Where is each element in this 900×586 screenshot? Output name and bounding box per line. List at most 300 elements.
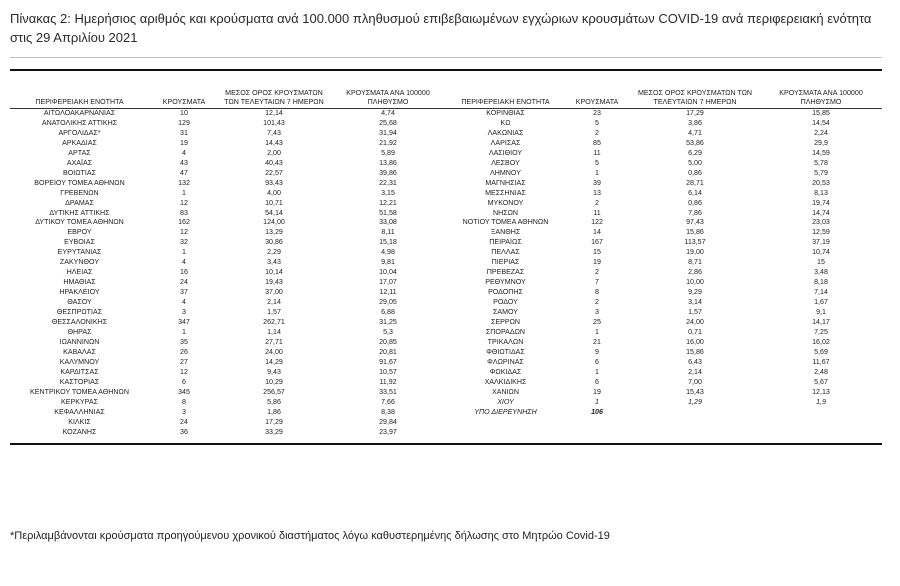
left-cases-cell: 162	[178, 218, 190, 227]
right-region-cell: ΧΑΝΙΩΝ	[492, 387, 519, 396]
left-region-cell: ΕΒΡΟΥ	[67, 228, 92, 237]
right-per100k-cell: 29,9	[814, 138, 828, 147]
right-region-cell: ΠΕΛΛΑΣ	[491, 248, 520, 257]
left-avg-cell: 54,14	[265, 208, 283, 217]
right-avg-cell: 10,00	[686, 278, 704, 287]
left-per100k-cell: 33,08	[379, 218, 397, 227]
right-region-cell: ΦΛΩΡΙΝΑΣ	[487, 357, 524, 366]
right-per100k-cell: 11,67	[812, 357, 830, 366]
left-per100k-cell: 8,38	[381, 407, 395, 416]
right-avg-cell: 5,00	[688, 158, 702, 167]
left-region-cell: ΖΑΚΥΝΘΟΥ	[59, 258, 100, 267]
left-cases-cell: 1	[182, 248, 186, 257]
left-avg-cell: 1,57	[267, 308, 281, 317]
left-avg-cell: 256,57	[263, 387, 285, 396]
left-avg-cell: 1,14	[267, 327, 281, 336]
right-cases-cell	[564, 428, 630, 438]
right-cases-cell: 7	[595, 278, 599, 287]
left-region-cell: ΚΑΡΔΙΤΣΑΣ	[60, 367, 99, 376]
left-per100k-cell: 39,86	[379, 168, 397, 177]
left-cases-cell: 37	[180, 288, 188, 297]
left-per100k-cell: 8,11	[381, 228, 395, 237]
right-per100k-cell: 2,24	[814, 128, 828, 137]
left-per100k-cell: 51,58	[379, 208, 397, 217]
left-avg-cell: 2,14	[267, 298, 281, 307]
right-per100k-cell: 12,13	[812, 387, 830, 396]
right-region-cell: ΤΡΙΚΑΛΩΝ	[487, 337, 524, 346]
right-per100k-cell: 8,18	[814, 278, 828, 287]
left-avg-cell: 262,71	[263, 318, 285, 327]
left-cases-cell: 132	[178, 178, 190, 187]
left-cases-cell: 12	[180, 198, 188, 207]
left-region-cell: ΚΕΡΚΥΡΑΣ	[61, 397, 98, 406]
right-avg-cell: 6,43	[688, 357, 702, 366]
left-cases-cell: 1	[182, 188, 186, 197]
right-per100k-cell: 5,67	[814, 377, 828, 386]
right-region-cell: ΦΘΙΩΤΙΔΑΣ	[486, 347, 525, 356]
left-avg-cell: 101,43	[263, 118, 285, 127]
cases-table-container	[10, 69, 882, 445]
right-per100k-cell: 7,14	[814, 288, 828, 297]
table-header-row	[10, 71, 882, 109]
left-per100k-cell: 23,97	[379, 427, 397, 436]
right-per100k-cell: 3,48	[814, 268, 828, 277]
left-cases-cell: 47	[180, 168, 188, 177]
left-per100k-cell: 12,21	[379, 198, 397, 207]
header-per100k-right: ΚΡΟΥΣΜΑΤΑ ΑΝΑ 100000 ΠΛΗΘΥΣΜΟ	[760, 71, 882, 109]
right-avg-cell	[630, 408, 760, 418]
right-cases-cell: 25	[593, 318, 601, 327]
left-avg-cell: 14,29	[265, 357, 283, 366]
left-region-cell: ΚΑΣΤΟΡΙΑΣ	[59, 377, 100, 386]
right-cases-cell: 19	[593, 387, 601, 396]
table-row	[10, 368, 882, 378]
right-region-cell: ΝΟΤΙΟΥ ΤΟΜΕΑ ΑΘΗΝΩΝ	[462, 218, 549, 227]
right-per100k-cell: 9,1	[816, 308, 826, 317]
left-per100k-cell: 4,74	[381, 109, 395, 117]
left-avg-cell: 24,00	[265, 347, 283, 356]
left-region-cell: ΓΡΕΒΕΝΩΝ	[60, 188, 99, 197]
right-avg-cell: 15,86	[686, 347, 704, 356]
right-avg-cell	[630, 428, 760, 438]
right-avg-cell: 28,71	[686, 178, 704, 187]
left-region-cell: ΘΑΣΟΥ	[67, 298, 92, 307]
right-per100k-cell: 20,53	[812, 178, 830, 187]
left-per100k-cell: 7,66	[381, 397, 395, 406]
right-region-cell: ΡΟΔΟΥ	[493, 298, 518, 307]
left-cases-cell: 16	[180, 268, 188, 277]
right-avg-cell: 3,14	[688, 298, 702, 307]
left-region-cell: ΒΟΡΕΙΟΥ ΤΟΜΕΑ ΑΘΗΝΩΝ	[34, 178, 125, 187]
right-cases-cell: 2	[595, 298, 599, 307]
left-region-cell: ΚΕΝΤΡΙΚΟΥ ΤΟΜΕΑ ΑΘΗΝΩΝ	[30, 387, 129, 396]
left-region-cell: ΘΕΣΣΑΛΟΝΙΚΗΣ	[51, 318, 108, 327]
left-avg-cell: 2,00	[267, 148, 281, 157]
left-per100k-cell: 5,89	[381, 148, 395, 157]
right-avg-cell: 16,00	[686, 337, 704, 346]
left-avg-cell: 7,43	[267, 128, 281, 137]
right-region-cell: ΚΟΡΙΝΘΙΑΣ	[486, 109, 525, 117]
right-region-cell: ΞΑΝΘΗΣ	[490, 228, 521, 237]
right-cases-cell: 6	[595, 377, 599, 386]
left-avg-cell: 40,43	[265, 158, 283, 167]
right-avg-cell: 1,29	[688, 397, 702, 406]
right-avg-cell: 53,86	[686, 138, 704, 147]
left-cases-cell: 35	[180, 337, 188, 346]
right-per100k-cell	[760, 428, 882, 438]
table-row	[10, 199, 882, 209]
right-per100k-cell: 23,03	[812, 218, 830, 227]
right-per100k-cell: 15	[817, 258, 825, 267]
right-region-cell: ΛΗΜΝΟΥ	[490, 168, 521, 177]
left-region-cell: ΙΩΑΝΝΙΝΩΝ	[59, 337, 100, 346]
left-region-cell: ΔΡΑΜΑΣ	[65, 198, 94, 207]
left-cases-cell: 27	[180, 357, 188, 366]
table-row	[10, 278, 882, 288]
left-region-cell: ΗΡΑΚΛΕΙΟΥ	[59, 288, 100, 297]
right-region-cell: ΛΑΚΩΝΙΑΣ	[487, 128, 524, 137]
table-row	[10, 348, 882, 358]
left-per100k-cell: 11,92	[379, 377, 397, 386]
left-region-cell: ΚΙΛΚΙΣ	[68, 417, 91, 426]
right-cases-cell: 5	[595, 118, 599, 127]
right-cases-cell: 85	[593, 138, 601, 147]
right-cases-cell: 1	[595, 327, 599, 336]
left-cases-cell: 10	[180, 109, 188, 117]
left-cases-cell: 6	[182, 377, 186, 386]
right-cases-cell: 1	[595, 367, 599, 376]
left-cases-cell: 26	[180, 347, 188, 356]
left-cases-cell: 12	[180, 367, 188, 376]
right-region-cell: ΣΠΟΡΑΔΩΝ	[485, 327, 526, 336]
left-per100k-cell: 29,05	[379, 298, 397, 307]
right-avg-cell: 24,00	[686, 318, 704, 327]
right-region-cell: ΛΑΣΙΘΙΟΥ	[488, 148, 523, 157]
left-per100k-cell: 31,94	[379, 128, 397, 137]
right-cases-cell: 6	[595, 357, 599, 366]
left-avg-cell: 12,14	[265, 109, 283, 117]
table-row	[10, 228, 882, 238]
left-region-cell: ΑΙΤΩΛΟΑΚΑΡΝΑΝΙΑΣ	[43, 109, 116, 117]
left-avg-cell: 1,86	[267, 407, 281, 416]
left-per100k-cell: 3,15	[381, 188, 395, 197]
right-per100k-cell: 2,48	[814, 367, 828, 376]
table-row	[10, 179, 882, 189]
right-avg-cell	[630, 418, 760, 428]
table-row	[10, 388, 882, 398]
left-per100k-cell: 10,04	[379, 268, 397, 277]
left-avg-cell: 5,86	[267, 397, 281, 406]
left-cases-cell: 347	[178, 318, 190, 327]
right-region-cell: ΚΩ	[500, 118, 511, 127]
left-cases-cell: 24	[180, 417, 188, 426]
left-per100k-cell: 17,07	[379, 278, 397, 287]
header-avg-left: ΜΕΣΟΣ ΟΡΟΣ ΚΡΟΥΣΜΑΤΩΝ ΤΩΝ ΤΕΛΕΥΤΑΙΩΝ 7 ΗΜΕΡΩΝ	[219, 71, 329, 109]
left-avg-cell: 2,29	[267, 248, 281, 257]
left-avg-cell: 13,29	[265, 228, 283, 237]
left-avg-cell: 4,00	[267, 188, 281, 197]
right-per100k-cell	[760, 418, 882, 428]
header-region-left: ΠΕΡΙΦΕΡΕΙΑΚΗ ΕΝΟΤΗΤΑ	[10, 71, 149, 109]
table-row	[10, 119, 882, 129]
left-per100k-cell: 22,31	[379, 178, 397, 187]
right-per100k-cell: 1,9	[816, 397, 826, 406]
table-row	[10, 169, 882, 179]
right-region-cell: ΣΕΡΡΩΝ	[490, 318, 520, 327]
table-row	[10, 408, 882, 418]
table-row	[10, 418, 882, 428]
right-cases-cell: 167	[591, 238, 603, 247]
header-cases-left: ΚΡΟΥΣΜΑΤΑ	[149, 71, 219, 109]
left-avg-cell: 17,29	[265, 417, 283, 426]
right-cases-cell	[564, 418, 630, 428]
right-avg-cell: 97,43	[686, 218, 704, 227]
left-cases-cell: 43	[180, 158, 188, 167]
right-per100k-cell: 1,67	[814, 298, 828, 307]
right-per100k-cell	[760, 408, 882, 418]
table-row	[10, 378, 882, 388]
right-cases-cell: 14	[593, 228, 601, 237]
right-per100k-cell: 16,02	[812, 337, 830, 346]
right-avg-cell: 6,29	[688, 148, 702, 157]
left-per100k-cell: 31,25	[379, 318, 397, 327]
right-cases-cell: 11	[593, 208, 601, 217]
cases-table	[10, 71, 882, 437]
right-per100k-cell: 14,17	[812, 318, 830, 327]
left-region-cell: ΚΕΦΑΛΛΗΝΙΑΣ	[54, 407, 105, 416]
left-avg-cell: 19,43	[265, 278, 283, 287]
right-avg-cell: 4,71	[688, 128, 702, 137]
left-cases-cell: 83	[180, 208, 188, 217]
table-row	[10, 258, 882, 268]
left-region-cell: ΑΡΓΟΛΙΔΑΣ*	[58, 128, 101, 137]
right-cases-cell: 1	[595, 397, 599, 406]
table-row	[10, 428, 882, 438]
table-row	[10, 328, 882, 338]
right-region-cell	[447, 428, 564, 438]
table-body	[10, 109, 882, 438]
left-region-cell: ΕΥΡΥΤΑΝΙΑΣ	[57, 248, 102, 257]
header-per100k-left: ΚΡΟΥΣΜΑΤΑ ΑΝΑ 100000 ΠΛΗΘΥΣΜΟ	[329, 71, 447, 109]
right-cases-cell: 15	[593, 248, 601, 257]
left-avg-cell: 10,71	[265, 198, 283, 207]
right-cases-cell: 106	[591, 407, 603, 416]
right-cases-cell: 9	[595, 347, 599, 356]
title-divider	[10, 57, 882, 58]
right-avg-cell: 15,43	[686, 387, 704, 396]
right-per100k-cell: 19,74	[812, 198, 830, 207]
right-cases-cell: 2	[595, 128, 599, 137]
right-cases-cell: 2	[595, 268, 599, 277]
right-per100k-cell: 5,79	[814, 168, 828, 177]
table-row	[10, 358, 882, 368]
table-row	[10, 209, 882, 219]
right-cases-cell: 39	[593, 178, 601, 187]
left-avg-cell: 124,00	[263, 218, 285, 227]
left-cases-cell: 36	[180, 427, 188, 436]
left-per100k-cell: 20,85	[379, 337, 397, 346]
right-per100k-cell: 7,25	[814, 327, 828, 336]
table-row	[10, 308, 882, 318]
left-avg-cell: 3,43	[267, 258, 281, 267]
table-row	[10, 238, 882, 248]
left-cases-cell: 1	[182, 327, 186, 336]
left-region-cell: ΕΥΒΟΙΑΣ	[64, 238, 95, 247]
left-region-cell: ΚΟΖΑΝΗΣ	[62, 427, 97, 436]
table-row	[10, 189, 882, 199]
right-cases-cell: 11	[593, 148, 601, 157]
left-cases-cell: 129	[178, 118, 190, 127]
right-cases-cell: 122	[591, 218, 603, 227]
right-per100k-cell: 5,69	[814, 347, 828, 356]
left-cases-cell: 4	[182, 258, 186, 267]
right-region-cell: ΡΕΘΥΜΝΟΥ	[485, 278, 526, 287]
right-cases-cell: 5	[595, 158, 599, 167]
right-avg-cell: 0,86	[688, 198, 702, 207]
right-cases-cell: 2	[595, 198, 599, 207]
left-cases-cell: 3	[182, 308, 186, 317]
left-per100k-cell: 12,11	[379, 288, 397, 297]
table-row	[10, 129, 882, 139]
table-bottom-border	[10, 443, 882, 445]
right-region-cell: ΠΙΕΡΙΑΣ	[491, 258, 520, 267]
right-avg-cell: 7,86	[688, 208, 702, 217]
left-per100k-cell: 5,3	[383, 327, 393, 336]
right-region-cell: ΛΑΡΙΣΑΣ	[490, 138, 521, 147]
left-per100k-cell: 33,51	[379, 387, 397, 396]
left-per100k-cell: 13,86	[379, 158, 397, 167]
left-per100k-cell: 25,68	[379, 118, 397, 127]
right-per100k-cell: 8,13	[814, 188, 828, 197]
table-row	[10, 288, 882, 298]
left-per100k-cell: 15,18	[379, 238, 397, 247]
left-per100k-cell: 10,57	[379, 367, 397, 376]
left-region-cell: ΒΟΙΩΤΙΑΣ	[63, 168, 96, 177]
right-avg-cell: 9,29	[688, 288, 702, 297]
right-region-cell: ΝΗΣΩΝ	[492, 208, 519, 217]
left-avg-cell: 93,43	[265, 178, 283, 187]
table-row	[10, 298, 882, 308]
right-region-cell: ΥΠΟ ΔΙΕΡΕΥΝΗΣΗ	[474, 407, 537, 416]
right-cases-cell: 19	[593, 258, 601, 267]
left-region-cell: ΚΑΛΥΜΝΟΥ	[59, 357, 100, 366]
left-region-cell: ΑΝΑΤΟΛΙΚΗΣ ΑΤΤΙΚΗΣ	[41, 118, 118, 127]
right-cases-cell: 23	[593, 109, 601, 117]
right-per100k-cell: 37,19	[812, 238, 830, 247]
right-avg-cell: 0,86	[688, 168, 702, 177]
right-per100k-cell: 10,74	[812, 248, 830, 257]
right-region-cell: ΛΕΣΒΟΥ	[491, 158, 520, 167]
header-cases-right: ΚΡΟΥΣΜΑΤΑ	[564, 71, 630, 109]
left-per100k-cell: 9,81	[381, 258, 395, 267]
left-cases-cell: 19	[180, 138, 188, 147]
right-region-cell: ΦΩΚΙΔΑΣ	[489, 367, 522, 376]
footnote: *Περιλαμβάνονται κρούσματα προηγούμενου χρονικού διαστήματος λόγω καθυστερημένης δήλωσης στο Μητρώο Covid-19	[10, 530, 610, 542]
right-avg-cell: 0,71	[688, 327, 702, 336]
right-region-cell: ΜΥΚΟΝΟΥ	[487, 198, 524, 207]
left-region-cell: ΗΜΑΘΙΑΣ	[63, 278, 96, 287]
left-cases-cell: 24	[180, 278, 188, 287]
right-region-cell: ΠΡΕΒΕΖΑΣ	[486, 268, 525, 277]
right-cases-cell: 21	[593, 337, 601, 346]
right-region-cell: ΠΕΙΡΑΙΩΣ	[489, 238, 522, 247]
left-cases-cell: 345	[178, 387, 190, 396]
left-cases-cell: 8	[182, 397, 186, 406]
left-per100k-cell: 6,88	[381, 308, 395, 317]
table-row	[10, 398, 882, 408]
right-per100k-cell: 12,59	[812, 228, 830, 237]
table-row	[10, 149, 882, 159]
right-avg-cell: 7,00	[688, 377, 702, 386]
table-row	[10, 159, 882, 169]
left-cases-cell: 31	[180, 128, 188, 137]
left-avg-cell: 27,71	[265, 337, 283, 346]
left-region-cell: ΗΛΕΙΑΣ	[66, 268, 93, 277]
left-cases-cell: 3	[182, 407, 186, 416]
header-avg-right: ΜΕΣΟΣ ΟΡΟΣ ΚΡΟΥΣΜΑΤΩΝ ΤΩΝ ΤΕΛΕΥΤΑΙΩΝ 7 ΗΜΕΡΩΝ	[630, 71, 760, 109]
left-region-cell: ΑΡΤΑΣ	[68, 148, 91, 157]
right-per100k-cell: 14,54	[812, 118, 830, 127]
left-per100k-cell: 21,92	[379, 138, 397, 147]
left-region-cell: ΔΥΤΙΚΗΣ ΑΤΤΙΚΗΣ	[49, 208, 110, 217]
left-region-cell: ΔΥΤΙΚΟΥ ΤΟΜΕΑ ΑΘΗΝΩΝ	[35, 218, 124, 227]
right-avg-cell: 2,86	[688, 268, 702, 277]
right-cases-cell: 1	[595, 168, 599, 177]
left-avg-cell: 10,29	[265, 377, 283, 386]
right-cases-cell: 13	[593, 188, 601, 197]
table-row	[10, 268, 882, 278]
left-per100k-cell: 20,81	[379, 347, 397, 356]
left-region-cell: ΑΡΚΑΔΙΑΣ	[62, 138, 97, 147]
right-cases-cell: 3	[595, 308, 599, 317]
left-cases-cell: 12	[180, 228, 188, 237]
left-cases-cell: 4	[182, 148, 186, 157]
left-region-cell: ΑΧΑΪΑΣ	[66, 158, 93, 167]
right-avg-cell: 19,00	[686, 248, 704, 257]
right-region-cell: ΧΙΟΥ	[497, 397, 514, 406]
left-per100k-cell: 4,98	[381, 248, 395, 257]
table-row	[10, 218, 882, 228]
left-per100k-cell: 29,84	[379, 417, 397, 426]
left-avg-cell: 10,14	[265, 268, 283, 277]
left-avg-cell: 14,43	[265, 138, 283, 147]
left-per100k-cell: 91,67	[379, 357, 397, 366]
right-region-cell: ΜΕΣΣΗΝΙΑΣ	[485, 188, 526, 197]
table-row	[10, 338, 882, 348]
right-avg-cell: 2,14	[688, 367, 702, 376]
left-avg-cell: 37,00	[265, 288, 283, 297]
right-avg-cell: 1,57	[688, 308, 702, 317]
left-cases-cell: 4	[182, 298, 186, 307]
left-region-cell: ΘΕΣΠΡΩΤΙΑΣ	[56, 308, 103, 317]
right-region-cell: ΡΟΔΟΠΗΣ	[488, 288, 523, 297]
right-per100k-cell: 14,74	[812, 208, 830, 217]
right-avg-cell: 8,71	[688, 258, 702, 267]
right-region-cell	[447, 418, 564, 428]
right-region-cell: ΜΑΓΝΗΣΙΑΣ	[485, 178, 526, 187]
right-region-cell: ΧΑΛΚΙΔΙΚΗΣ	[484, 377, 527, 386]
right-region-cell: ΣΑΜΟΥ	[492, 308, 519, 317]
left-cases-cell: 32	[180, 238, 188, 247]
left-region-cell: ΚΑΒΑΛΑΣ	[63, 347, 96, 356]
right-per100k-cell: 14,59	[812, 148, 830, 157]
table-row	[10, 318, 882, 328]
right-per100k-cell: 5,78	[814, 158, 828, 167]
right-per100k-cell: 15,85	[812, 109, 830, 117]
left-avg-cell: 22,57	[265, 168, 283, 177]
table-title: Πίνακας 2: Ημερήσιος αριθμός και κρούσματα ανά 100.000 πληθυσμού επιβεβαιωμένων εγχώριων κρουσμάτων COVID-19 ανά περιφερειακή ενότητα στις 29 Απριλίου 2021	[10, 11, 872, 45]
left-avg-cell: 9,43	[267, 367, 281, 376]
